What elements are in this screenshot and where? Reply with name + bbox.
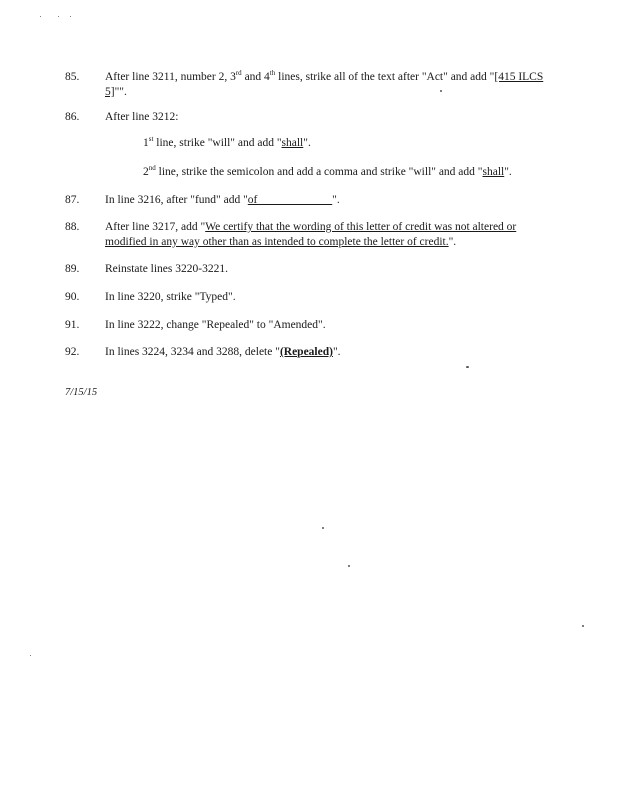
- item-number: 87.: [65, 194, 80, 206]
- underlined-text: of_____________: [247, 194, 333, 206]
- item-number: 85.: [65, 71, 80, 83]
- item-number: 88.: [65, 221, 80, 233]
- scan-speck: [466, 366, 469, 368]
- item-number: 90.: [65, 291, 80, 303]
- underlined-text: (Repealed): [279, 346, 333, 358]
- text-part: "".: [114, 86, 127, 98]
- text-part: ".: [332, 194, 340, 206]
- item-text: [105, 220, 545, 250]
- item-text: [105, 345, 545, 360]
- scan-speck: [40, 16, 41, 17]
- item-number: 86.: [65, 111, 80, 123]
- scan-speck: [70, 16, 71, 17]
- text-part: ".: [448, 236, 457, 248]
- text-part: In lines 3224, 3234 and 3288, delete ": [105, 346, 280, 358]
- item-text: Reinstate lines 3220-3221.: [105, 263, 228, 275]
- superscript: nd: [148, 164, 156, 173]
- scan-speck: [58, 16, 59, 17]
- underlined-text: shall: [281, 137, 304, 149]
- item-number: 92.: [65, 346, 80, 358]
- item-text: After line 3212:: [105, 111, 179, 123]
- scan-speck: [582, 625, 584, 627]
- scan-speck: [322, 527, 324, 529]
- document-date: 7/15/15: [65, 387, 98, 398]
- text-part: ".: [504, 166, 512, 178]
- scan-speck: [348, 565, 350, 567]
- underlined-text: shall: [482, 166, 505, 178]
- item-text: In line 3220, strike "Typed".: [105, 291, 236, 303]
- text-part: After line 3211, number 2, 3: [105, 71, 236, 83]
- text-part: In line 3216, after "fund" add ": [105, 194, 248, 206]
- sub-item-1st-line: [143, 136, 563, 151]
- item-text: [105, 70, 545, 100]
- sub-item-2nd-line: [143, 165, 563, 180]
- text-part: and 4: [241, 71, 270, 83]
- superscript: th: [269, 69, 276, 78]
- item-number: 89.: [65, 263, 80, 275]
- superscript: st: [148, 135, 154, 144]
- scan-speck: [30, 655, 31, 656]
- underlined-text: [415 ILCS 5]: [105, 71, 544, 98]
- text-part: lines, strike all of the text after "Act" and add ": [275, 71, 495, 83]
- text-part: After line 3217, add ": [105, 221, 206, 233]
- item-number: 91.: [65, 319, 80, 331]
- text-part: line, strike the semicolon and add a comma and strike "will" and add ": [155, 166, 483, 178]
- underlined-text: We certify that the wording of this letter of credit was not altered or modified in any way other than as intended to complete the letter of credit.: [105, 221, 517, 248]
- text-part: line, strike "will" and add ": [153, 137, 282, 149]
- text-part: 2: [143, 166, 149, 178]
- text-part: ".: [332, 346, 341, 358]
- superscript: rd: [235, 69, 242, 78]
- item-text: In line 3222, change "Repealed" to "Amended".: [105, 319, 326, 331]
- item-text: [105, 193, 545, 208]
- text-part: ".: [303, 137, 311, 149]
- text-part: 1: [143, 137, 149, 149]
- scan-speck: [440, 90, 442, 92]
